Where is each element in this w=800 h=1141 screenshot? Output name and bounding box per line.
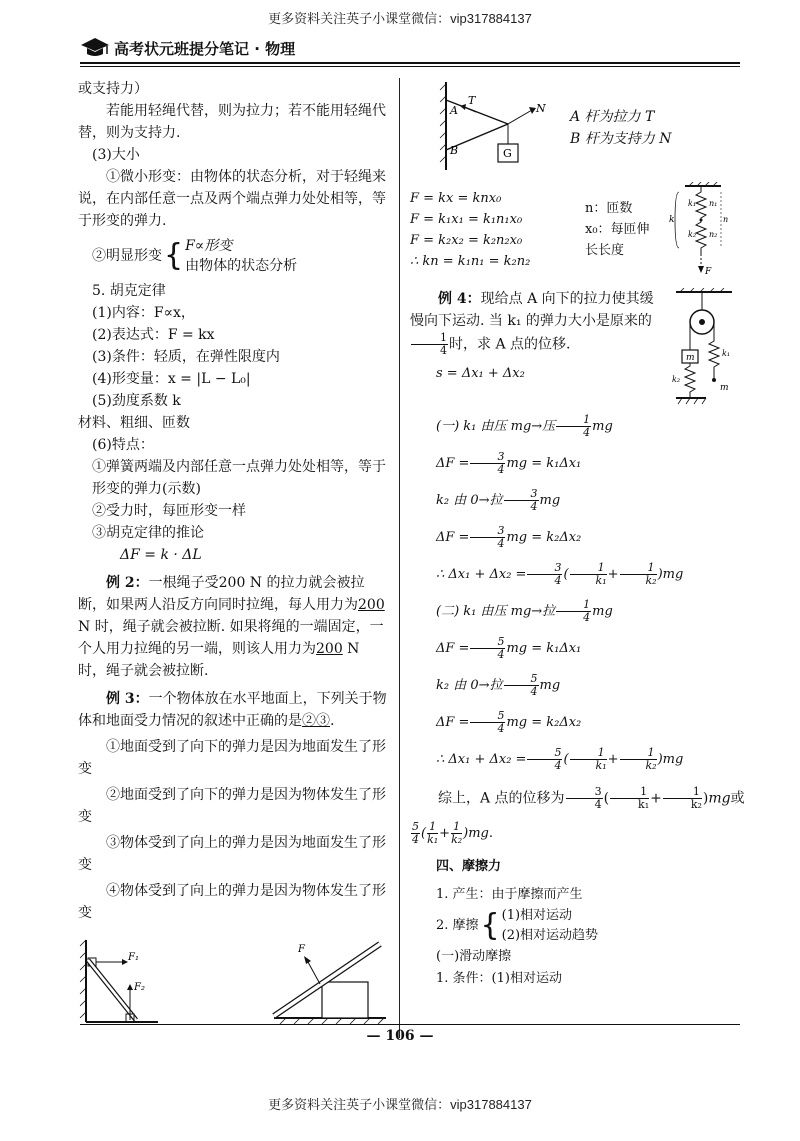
fraction-denominator: k₁ [595,759,607,772]
force-label-f: F [298,944,305,955]
text-line: (4)形变量：x = |L − L₀| [92,371,251,387]
top-banner: 更多资料关注英子小课堂微信：vip317884137 [268,11,532,26]
spring-n-label: n [723,215,729,224]
fraction-denominator: 4 [530,500,538,513]
text-span: ΔF = [436,715,470,730]
text-span: 或 [730,790,745,807]
fraction-numerator: 5 [470,710,505,723]
rods-weight-figure [410,78,550,178]
text-line: A 杆为拉力 T [570,109,655,125]
fraction-denominator: 4 [497,648,505,661]
fraction [504,673,539,698]
text-line: ②受力时，每匝形变一样 [92,503,246,519]
option-1: ①地面受到了向下的弹力是因为地面发生了形变 [78,739,386,777]
fraction-denominator: k₂ [645,574,657,587]
text-span: k₂ 由 0→拉 [436,678,503,693]
example-3 [78,688,390,732]
rod-label-b: B [450,144,459,157]
right-column [410,78,745,990]
text-span: mg [662,752,684,767]
example-2 [78,572,390,682]
text-span: ∴ Δx₁ + Δx₂ = [436,567,527,582]
text-span: . [330,713,335,729]
fraction-numerator: 5 [527,747,562,760]
example-label: 例 2： [106,575,149,591]
pulley-k1-label: k₁ [722,349,731,358]
text-span: mg = k₁Δx₁ [506,456,582,471]
example-4-block [410,288,745,408]
force-label-f1: F₁ [128,952,139,963]
spring-k1-label: k₁ [688,199,697,208]
fraction-numerator: 3 [470,525,505,538]
fraction-numerator: 5 [504,673,539,686]
text-span: mg = k₂Δx₂ [506,715,582,730]
fraction-denominator: 4 [583,426,591,439]
rod-block-figure [270,936,390,1026]
header-rule-thin [80,66,740,67]
fraction-denominator: 4 [497,463,505,476]
spring-n2-label: n₂ [709,230,718,239]
rod-figure-row [410,78,745,178]
fraction-numerator: 1 [570,747,607,760]
answer-blank: 200 [316,641,343,657]
text-line: (1)相对运动 [501,908,573,923]
fraction [411,821,420,846]
header-rule [80,62,740,64]
fraction [556,599,591,624]
fraction-numerator: 5 [470,636,505,649]
text-line: (5)劲度系数 k [92,393,181,409]
spring-k-label: k [669,215,675,225]
text-line: (6)特点： [92,437,154,453]
spring-force-label: F [705,267,712,277]
text-span: mg. [468,826,493,841]
fraction-denominator: k₁ [638,798,650,811]
example-label: 例 3： [106,691,149,707]
fraction [570,747,607,772]
text-span: ΔF = [436,530,470,545]
text-span: 一根绳子受200 N 的拉力就会被拉断，如果两人沿反方向同时拉绳，每人用力为 [78,575,365,613]
text-line: (2)表达式：F = kx [92,327,215,343]
fraction-numerator: 1 [620,747,657,760]
text-line: 材料、粗细、匝数 [78,415,190,431]
fraction [504,488,539,513]
example-label: 例 4： [438,291,481,307]
equation: F = k₂x₂ = k₂n₂x₀ [410,233,523,248]
text-span: 一个物体放在水平地面上，下列关于物体和地面受力情况的叙述中正确的是 [78,691,387,729]
answer-blank: 200 [358,597,385,613]
text-span: ΔF = [436,641,470,656]
text-line: n：匝数 [585,201,633,216]
text-line: 2. 摩擦 [436,918,479,933]
fraction-denominator: 4 [497,537,505,550]
fraction-numerator: 1 [570,562,607,575]
text-span: mg = k₂Δx₂ [506,530,582,545]
text-span: mg [539,678,561,693]
text-span: mg = k₁Δx₁ [506,641,582,656]
text-span: mg [708,790,731,807]
fraction [451,821,462,846]
friction-section [410,856,745,990]
page-header [80,38,740,60]
fraction-numerator: 1 [663,786,702,799]
text-line: 1. 条件：(1)相对运动 [436,971,562,986]
fraction-numerator: 1 [427,821,438,834]
text-line: ①弹簧两端及内部任意一点弹力处处相等，等于形变的弹力(示数) [92,459,386,497]
text-line: 由物体的状态分析 [185,258,298,274]
text-line: (2)相对运动趋势 [501,928,599,943]
text-span: 时，求 A 点的位移. [449,336,571,353]
text-line: (3)大小 [92,147,140,163]
fraction [527,562,562,587]
equation: ∴ kn = k₁n₁ = k₂n₂ [410,254,531,269]
fraction [470,451,505,476]
fraction-denominator: 4 [554,759,562,772]
text-span: 综上，A 点的位移为 [438,790,565,807]
fraction-denominator: k₁ [595,574,607,587]
fraction [620,747,657,772]
example-4-text [410,288,662,408]
fraction-denominator: 4 [440,344,447,357]
text-span: (一) k₁ 由压 mg→压 [436,419,556,434]
footer-rule [80,1024,740,1025]
text-span: N 时，绳子就会被拉断. [78,641,360,679]
fraction-denominator: 4 [554,574,562,587]
solution: (一) k₁ 由压 mg→压 $\frac{1}{4}$ mg ΔF = $\frac{3}{4}$ mg = k₁Δx₁ k₂ 由 0→拉 $\frac{3}{4}$ mg ΔF = $\frac{3}{4}$ mg = k₂Δx₂ ∴ Δx₁ + Δx₂ = $\frac{3}{4}$ ( $\frac{1}{\text{k₁}}$ + $\frac{1}{\text{k₂}}$ )mg (二) k₁ 由压 mg→拉 $\frac{1}{4}$ mg ΔF = $\frac{5}{4}$ mg = k₁Δx₁ k₂ 由 0→拉 $\frac{5}{4}$ mg ΔF = $\frac{5}{4}$ mg = k₂Δx₂ ∴ Δx₁ + Δx₂ = $\frac{5}{4}$ ( $\frac{1}{\text{k₁}}$ + $\frac{1}{\text{k₂}}$ )mg 综上，A 点的位移为 $\frac{3}{4}$ ( $\frac{1}{\text{k₁}}$ + $\frac{1}{\text{k₂}}$ )mg或 $\frac{5}{4}$ ( $\frac{1}{\text{k₁}}$ + $\frac{1}{\text{k₂}}$ )mg. [412,413,745,846]
fraction-denominator: k₂ [451,833,463,846]
text-span: mg [592,604,613,619]
rod-label-a: A [450,104,458,117]
equation: s = Δx₁ + Δx₂ [436,366,525,381]
text-line: 长长度 [585,243,625,258]
fraction-numerator: 1 [620,562,657,575]
text-line: 1. 产生：由于摩擦而产生 [436,887,583,902]
bottom-figures [78,936,390,1026]
fraction [427,821,438,846]
fraction [620,562,657,587]
text-span: ΔF = [436,456,470,471]
equation: F = k₁x₁ = k₁n₁x₀ [410,212,523,227]
page-number: — 106 — [366,1028,434,1044]
text-line: (1)内容：F∝x， [92,305,195,321]
option-2: ②地面受到了向下的弹力是因为物体发生了形变 [78,787,386,825]
fraction-numerator: 1 [610,786,649,799]
fraction [470,525,505,550]
fraction-denominator: 4 [497,722,505,735]
text-line: B 杆为支持力 N [570,131,672,147]
fraction [556,414,591,439]
fraction-denominator: 4 [583,611,591,624]
text-line: (3)条件：轻质，在弹性限度内 [92,349,280,365]
fraction-numerator: 3 [470,451,505,464]
fraction [570,562,607,587]
pulley-k2-label: k₂ [672,375,681,384]
mass-label: m [686,353,695,363]
pulley-spring-figure [662,288,742,408]
text-span: mg [539,493,561,508]
text-line: ΔF = k · ΔL [120,547,202,563]
weight-label: G [503,147,512,160]
graduation-cap-icon [80,36,110,58]
answer-blank: ②③ [302,713,330,729]
fraction-denominator: 4 [530,685,538,698]
text-line: (一)滑动摩擦 [436,949,512,964]
fraction [663,786,702,811]
fraction-numerator: 1 [556,599,591,612]
fraction [566,786,603,811]
brace-icon: { [480,908,500,943]
fraction-numerator: 3 [527,562,562,575]
column-divider [399,78,400,1038]
option-4: ④物体受到了向上的弹力是因为物体发生了形变 [78,883,386,921]
fraction [470,636,505,661]
fraction-numerator: 5 [412,820,419,833]
text-line: ②明显形变 [92,248,162,264]
spring-k2-label: k₂ [688,230,697,239]
fraction-numerator: 3 [504,488,539,501]
fraction [610,786,649,811]
text-span: N 时，绳子就会被拉断. 如果将绳的一端固定，一个人用力拉绳的另一端，则该人用力为 [78,619,384,657]
text-line: ③胡克定律的推论 [92,525,204,541]
bottom-banner: 更多资料关注英子小课堂微信：vip317884137 [268,1097,532,1112]
force-label-f2: F₂ [134,982,145,993]
left-column [78,78,390,1026]
brace-icon: { [164,238,184,273]
spring-notes [585,182,665,282]
fraction-denominator: 4 [594,798,602,811]
fraction [411,332,448,357]
text-span: 现给点 A 向下的拉力使其缓慢向下运动. 当 k₁ 的弹力大小是原来的 [410,291,654,329]
text-span: ∴ Δx₁ + Δx₂ = [436,752,527,767]
series-spring-figure [665,182,735,282]
fraction [527,747,562,772]
equation: F = kx = knx₀ [410,191,502,206]
fraction-numerator: 1 [451,821,462,834]
fraction-denominator: k₂ [690,798,702,811]
fraction-numerator: 1 [556,414,591,427]
text-line: ①微小形变：由物体的状态分析，对于轻绳来说，在内部任意一点及两个端点弹力处处相等，等于形变的弹力. [78,169,386,229]
fraction [470,710,505,735]
text-line: F∝形变 [185,238,233,254]
fraction-denominator: k₁ [427,833,439,846]
fraction-numerator: 3 [566,786,603,799]
text-line: 或支持力） [78,81,148,97]
force-label-n: N [536,102,546,115]
text-span: mg [662,567,684,582]
text-line: 5. 胡克定律 [92,283,166,299]
text-line: 若能用轻绳代替，则为拉力；若不能用轻绳代替，则为支持力. [78,103,386,141]
fraction-numerator: 1 [411,332,448,345]
text-line: x₀：每匝伸 [585,222,650,237]
fraction-denominator: 4 [412,833,419,846]
friction-types [410,906,745,946]
section-heading: 四、摩擦力 [436,859,502,874]
text-span: mg [592,419,613,434]
rod-notes [570,106,671,150]
obvious-deformation [78,236,390,276]
point-mass-label: m [720,383,729,393]
header-title: 高考状元班提分笔记 · 物理 [114,40,296,58]
fraction-denominator: k₂ [645,759,657,772]
spring-n1-label: n₁ [709,199,718,208]
spring-equations [410,182,585,282]
text-span: k₂ 由 0→拉 [436,493,503,508]
text-span: (二) k₁ 由压 mg→拉 [436,604,556,619]
ladder-wall-figure [78,936,168,1026]
option-3: ③物体受到了向上的弹力是因为地面发生了形变 [78,835,386,873]
spring-series-block [410,182,745,282]
force-label-t: T [468,94,476,107]
